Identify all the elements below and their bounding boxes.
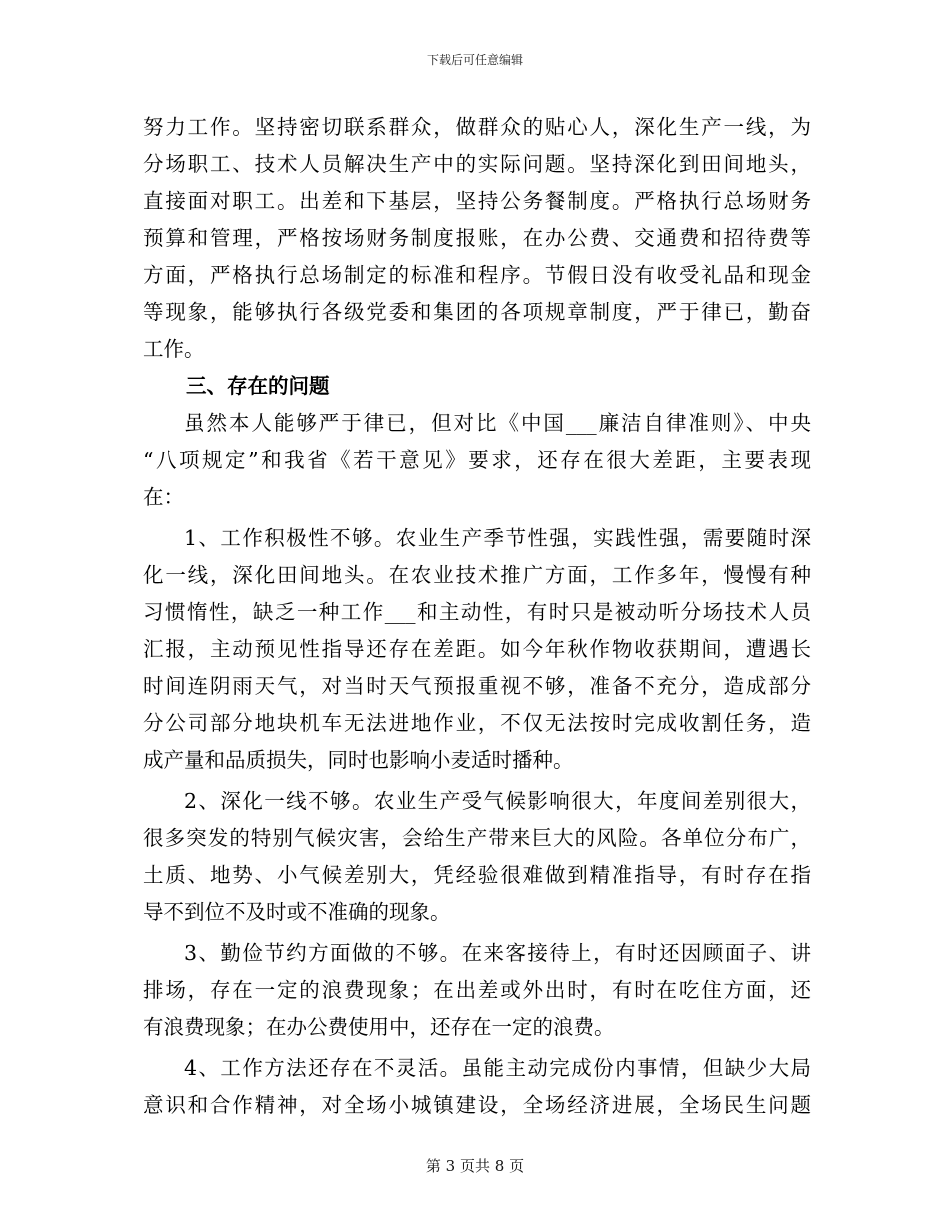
body-line: 化一线，深化田间地头。在农业技术推广方面，工作多年，慢慢有种 bbox=[143, 563, 811, 587]
body-line: 排场，存在一定的浪费现象；在出差或外出时，有时在吃住方面，还 bbox=[143, 978, 811, 1002]
page-header-note: 下载后可任意编辑 bbox=[426, 53, 523, 67]
body-line: 分公司部分地块机车无法进地作业，不仅无法按时完成收割任务，造 bbox=[143, 711, 811, 735]
body-line: 分场职工、技术人员解决生产中的实际问题。坚持深化到田间地头， bbox=[143, 152, 811, 176]
body-line: 汇报，主动预见性指导还存在差距。如今年秋作物收获期间，遭遇长 bbox=[143, 637, 811, 661]
paragraph-first-line: 2、深化一线不够。农业生产受气候影响很大，年度间差别很大， bbox=[184, 789, 811, 813]
body-line: “八项规定”和我省《若干意见》要求，还存在很大差距，主要表现 bbox=[143, 448, 811, 472]
body-line: 直接面对职工。出差和下基层，坚持公务餐制度。严格执行总场财务 bbox=[143, 189, 811, 213]
body-line: 工作。 bbox=[143, 337, 205, 361]
section-heading: 三、存在的问题 bbox=[186, 374, 330, 398]
page-number-footer: 第 3 页共 8 页 bbox=[425, 1157, 525, 1175]
paragraph-first-line: 1、工作积极性不够。农业生产季节性强，实践性强，需要随时深 bbox=[184, 526, 811, 550]
body-line: 习惯惰性，缺乏一种工作___和主动性，有时只是被动听分场技术人员 bbox=[143, 600, 811, 624]
paragraph-first-line: 4、工作方法还存在不灵活。虽能主动完成份内事情，但缺少大局 bbox=[184, 1056, 811, 1080]
body-line: 等现象，能够执行各级党委和集团的各项规章制度，严于律已，勤奋 bbox=[143, 300, 811, 324]
body-line: 有浪费现象；在办公费使用中，还存在一定的浪费。 bbox=[143, 1015, 615, 1039]
body-line: 意识和合作精神，对全场小城镇建设，全场经济进展，全场民生问题 bbox=[143, 1093, 811, 1117]
body-line: 努力工作。坚持密切联系群众，做群众的贴心人，深化生产一线，为 bbox=[143, 115, 811, 139]
body-line: 时间连阴雨天气，对当时天气预报重视不够，准备不充分，造成部分 bbox=[143, 674, 811, 698]
paragraph-first-line: 3、勤俭节约方面做的不够。在来客接待上，有时还因顾面子、讲 bbox=[184, 941, 811, 965]
document-body bbox=[143, 109, 811, 1124]
body-line: 导不到位不及时或不准确的现象。 bbox=[143, 900, 451, 924]
body-line: 很多突发的特别气候灾害，会给生产带来巨大的风险。各单位分布广， bbox=[143, 826, 811, 850]
body-line: 土质、地势、小气候差别大，凭经验很难做到精准指导，有时存在指 bbox=[143, 863, 811, 887]
body-line: 预算和管理，严格按场财务制度报账，在办公费、交通费和招待费等 bbox=[143, 226, 811, 250]
body-line: 成产量和品质损失，同时也影响小麦适时播种。 bbox=[143, 748, 574, 772]
body-line: 在： bbox=[143, 485, 184, 509]
body-line: 方面，严格执行总场制定的标准和程序。节假日没有收受礼品和现金 bbox=[143, 263, 811, 287]
paragraph-first-line: 虽然本人能够严于律已，但对比《中国___廉洁自律准则》、中央 bbox=[184, 411, 811, 435]
